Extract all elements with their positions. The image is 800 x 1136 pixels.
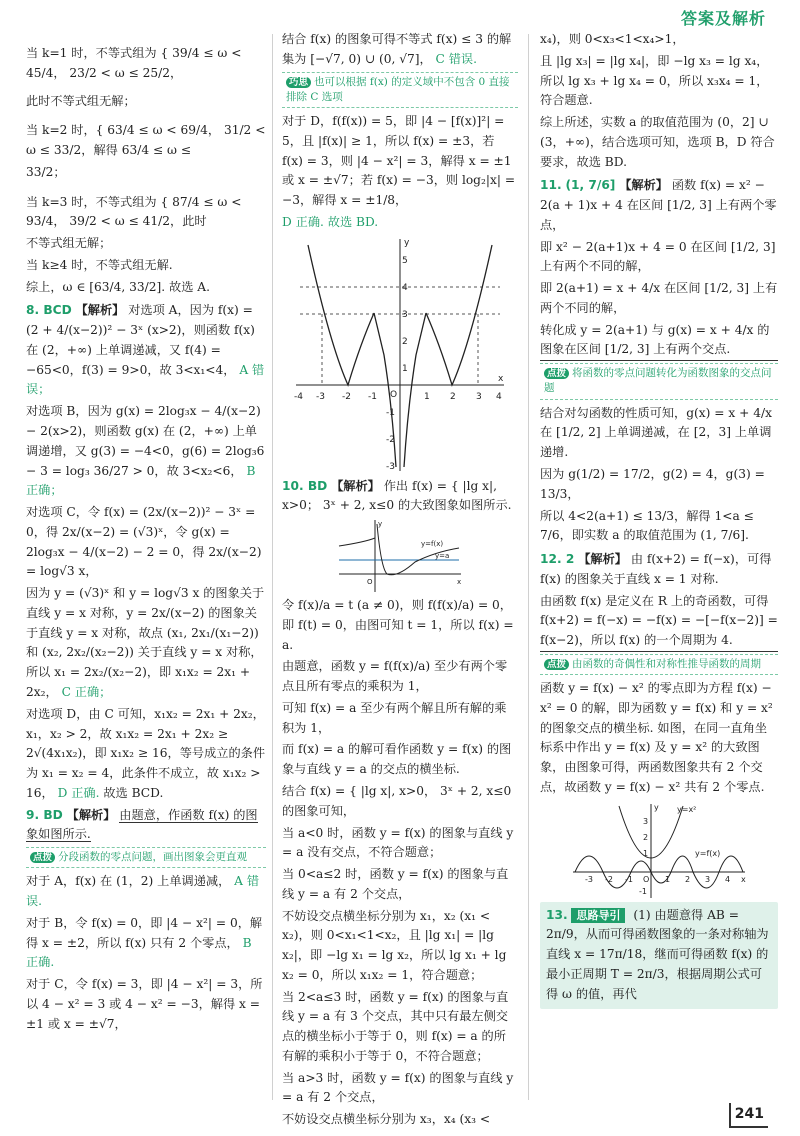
text-line: 由题意，函数 y = f(f(x)/a) 至少有两个零点且所有零点的乘积为 1，: [282, 659, 508, 694]
q8-c: [26, 584, 266, 703]
curve-left: [308, 245, 374, 385]
tick-label: 5: [402, 255, 408, 266]
axis-label: x: [457, 578, 462, 587]
tick-label: 2: [643, 832, 649, 842]
tip-label: 点拨: [30, 852, 55, 863]
tip-note: [282, 72, 518, 108]
tick-label: -3: [316, 391, 325, 402]
question-number: 9. BD: [26, 807, 63, 822]
text-line: 结合 f(x) = { |lg x|, x>0， 3ˣ + 2, x≤0 的图象可知，: [282, 783, 512, 818]
q9-a: [26, 872, 266, 912]
text-line: 由函数 f(x) 是定义在 R 上的奇函数，可得 f(x+2) = f(−x) = −f(x) = −[−f(x−2)] = f(x−2)，所以 f(x) 的一个周期为 4.: [540, 592, 778, 652]
column-3: [540, 30, 778, 1106]
tip-note: [540, 654, 778, 675]
curve-right: [426, 245, 492, 385]
tip-text: 也可以根据 f(x) 的定义域中不包含 0 直接排除 C 选项: [286, 75, 510, 103]
tick-label: -2: [386, 434, 395, 445]
text-line: x₄)，则 0<x₃<1<x₄>1，: [540, 32, 685, 46]
tick-label: 1: [643, 848, 649, 858]
hint-label: 思路导引: [571, 908, 625, 923]
text-line: 结合 f(x) 的图象可得不等式 f(x) ≤ 3 的解集为 [−√7, 0) ∪ (0, √7]，: [282, 32, 512, 66]
analysis-tag: 【解析】: [66, 807, 116, 822]
text-line: 对于 C，令 f(x) = 3，即 |4 − x²| = 3，所以 4 − x² = 3 或 4 − x² = −3，解得 x = ±1 或 x = ±√7，: [26, 977, 263, 1031]
text-line: 此时不等式组无解；: [26, 93, 136, 108]
curve-label: y=f(x): [421, 540, 444, 549]
text-line: 33/2；: [26, 164, 66, 179]
tip-text: 分段函数的零点问题，画出图象会更直观: [58, 851, 248, 864]
text-line: 综上所述，实数 a 的取值范围为 (0，2] ∪ (3，+∞)，结合选项可知，选项 B，D 符合要求，故选 BD.: [540, 115, 775, 169]
text-line: 不妨设交点横坐标分别为 x₃，x₄ (x₃ <: [282, 1112, 491, 1127]
question-number: 13.: [546, 907, 568, 922]
curve-label: y=f(x): [695, 848, 721, 858]
text-line: 因为 y = (√3)ˣ 和 y = log√3 x 的图象关于直线 y = x 对称，y = 2x/(x−2) 的图象关于直线 y = x 对称，故点 (x₁, 2x₁/(x₁−2)) 和 (x₂, 2x₂/(x₂−2)) 关于直线 y = x 对称，所以 x₁ = 2x₂/(x₂−2)，即 x₁x₂ = 2x₁ + 2x₂，: [26, 586, 265, 699]
tip-note: [540, 363, 778, 399]
q12-block: [540, 550, 778, 590]
tick-label: 2: [450, 391, 456, 402]
text-line: 故选 BCD.: [103, 785, 164, 800]
text-line: 由 f(x+2) = f(−x)，可得 f(x) 的图象关于直线 x = 1 对称.: [540, 552, 772, 586]
verdict: D 正确.: [57, 785, 100, 800]
question-number: 12. 2: [540, 552, 575, 567]
curve-exp: [339, 538, 375, 546]
text-line: 作出 f(x) = { |lg x|, x>0； 3ˣ + 2, x≤0 的大致图象如图所示.: [282, 478, 512, 513]
tip-text: 将函数的零点问题转化为函数图象的交点问题: [544, 367, 772, 395]
q8-b: [26, 402, 266, 501]
text-line: 对选项 C，令 f(x) = (2x/(x−2))² − 3ˣ = 0，得 2x/(x−2) = (√3)ˣ，令 g(x) = 2log₃x − 4/(x−2) − 2 = 0，得 2x/(x−2) = log√3 x，: [26, 505, 262, 579]
text-line: 可知 f(x) = a 至少有两个解且所有解的乘积为 1，: [282, 700, 507, 735]
text-line: 由题意，作函数 f(x) 的图象如图所示.: [26, 807, 258, 842]
text-line: 当 k=2 时，{ 63/4 ≤ ω < 69/4， 31/2 < ω ≤ 33/2，解得 63/4 ≤ ω ≤: [26, 123, 266, 158]
q13-box: [540, 902, 778, 1009]
analysis-tag: 【解析】: [619, 178, 668, 193]
text-line: 函数 y = f(x) − x² 的零点即为方程 f(x) − x² = 0 的解，即为函数 y = f(x) 和 y = x² 的图象交点的横坐标. 如图，在同一直角坐标系中作出 y = f(x) 及 y = x² 的大致图象，由图象可得，两函数图象共有 2 个交点，故函数 y = f(x) − x² 共有 2 个零点.: [540, 681, 773, 794]
tick-label: 4: [402, 282, 408, 293]
q11-block: [540, 176, 778, 235]
analysis-tag: 【解析】: [578, 552, 627, 567]
text-line: 即 x² − 2(a+1)x + 4 = 0 在区间 [1/2, 3] 上有两个不同的解，: [540, 239, 776, 274]
tick-label: -3: [386, 461, 395, 472]
axis-label: x: [741, 874, 746, 884]
verdict: A 错误；: [26, 362, 265, 397]
tick-label: 3: [402, 309, 408, 320]
verdict: A 错误.: [26, 874, 260, 909]
q9-cont: [282, 30, 518, 70]
text-line: 因为 g(1/2) = 17/2，g(2) = 4，g(3) = 13/3，: [540, 466, 765, 501]
axis-label: y: [404, 237, 410, 248]
verdict: B 正确.: [26, 935, 252, 970]
text-line: 即 2(a+1) = x + 4/x 在区间 [1/2, 3] 上有两个不同的解，: [540, 281, 778, 315]
tick-label: -1: [368, 391, 377, 402]
tip-label: 点拨: [544, 368, 569, 379]
analysis-tag: 【解析】: [331, 478, 380, 493]
page-number: 241: [729, 1103, 768, 1128]
graph-q10: [335, 518, 465, 594]
tip-label: 巧思: [286, 77, 311, 88]
question-number: 10. BD: [282, 478, 328, 493]
graph-q12: [569, 800, 749, 900]
verdict: D 正确. 故选 BD.: [282, 214, 379, 229]
verdict: B 正确；: [26, 463, 256, 498]
text-line: 对于 D，f(f(x)) = 5，即 |4 − [f(x)]²| = 5，且 |f(x)| ≥ 1，所以 f(x) = ±3，若 f(x) = 3，则 |4 − x²| = 3，解得 x = ±1 或 x = ±√7；若 f(x) = −3，则 log₂|x| = −3，解得 x = ±1/8，: [282, 113, 516, 208]
q10-block: [282, 477, 518, 517]
column-divider: [528, 34, 529, 1100]
verdict: C 错误.: [435, 51, 477, 66]
tick-label: 3: [705, 874, 711, 884]
text-line: 令 f(x)/a = t (a ≠ 0)，则 f(f(x)/a) = 0，即 f(t) = 0，由图可知 t = 1，所以 f(x) = a.: [282, 598, 514, 652]
axis-label: y: [654, 802, 659, 812]
origin-label: O: [367, 578, 373, 587]
text-line: 对选项 B，因为 g(x) = 2log₃x − 4/(x−2) − 2(x>2)，则函数 g(x) 在 (2，+∞) 上单调递增，又 g(3) = −4<0，g(6) = 2log₃6 − 3 = log₃ 36/27 > 0，故 3<x₂<6，: [26, 404, 265, 478]
tick-label: 1: [424, 391, 430, 402]
page-header: 答案及解析: [680, 9, 766, 28]
column-2: [282, 30, 518, 1127]
text-line: 当 k=3 时，不等式组为 { 87/4 ≤ ω < 93/4， 39/2 < ω ≤ 41/2，此时: [26, 194, 242, 229]
text-line: 对于 A，f(x) 在 (1，2) 上单调递减，: [26, 874, 231, 889]
analysis-tag: 【解析】: [75, 303, 125, 318]
text-line: 当 a<0 时，函数 y = f(x) 的图象与直线 y = a 没有交点，不符合题意；: [282, 825, 514, 860]
tip-label: 点拨: [544, 659, 569, 670]
origin-label: O: [390, 389, 398, 400]
text-line: 函数 f(x) = x² − 2(a + 1)x + 4 在区间 [1/2, 3] 上有两个零点，: [540, 178, 777, 232]
text-line: 不妨设交点横坐标分别为 x₁，x₂ (x₁ < x₂)，则 0<x₁<1<x₂，且 |lg x₁| = |lg x₂|，即 −lg x₁ = lg x₂，所以 lg x₁ + lg x₂ = 0，所以 x₁x₂ = 1，符合题意；: [282, 908, 507, 982]
tick-label: 3: [643, 816, 649, 826]
curve-label: y=x²: [677, 804, 697, 814]
tick-label: -2: [342, 391, 351, 402]
tick-label: -4: [294, 391, 303, 402]
text-line: 对选项 D，由 C 可知，x₁x₂ = 2x₁ + 2x₂，x₁，x₂ > 2，故 x₁x₂ = 2x₁ + 2x₂ ≥ 2√(4x₁x₂)，即 x₁x₂ ≥ 16，等号成立的条件为 x₁ = x₂ = 4，此条件不成立，故 x₁x₂ > 16，: [26, 706, 266, 800]
text-line: 综上，ω ∈ [63/4, 33/2]. 故选 A.: [26, 279, 210, 294]
tick-label: 1: [402, 363, 408, 374]
tip-text: 由函数的奇偶性和对称性推导函数的周期: [572, 657, 762, 670]
tick-label: 1: [665, 874, 671, 884]
tick-label: 2: [685, 874, 691, 884]
text-line: 当 k=1 时，不等式组为 { 39/4 ≤ ω < 45/4， 23/2 < ω ≤ 25/2，: [26, 46, 242, 80]
q8-block: [26, 301, 266, 400]
text-line: (1) 由题意得 AB = 2π/9，从而可得函数图象的一条对称轴为直线 x = 17π/18，继而可得函数 f(x) 的最小正周期 T = 2π/3，根据周期公式可得 ω 的值，再代: [546, 907, 769, 1001]
axis-label: x: [498, 373, 504, 384]
text-line: 对选项 A，因为 f(x) = (2 + 4/(x−2))² − 3ˣ (x>2)，则函数 f(x) 在 (2，+∞) 上单调递减，又 f(4) = −65<0，f(3) = 9>0，故 3<x₁<4，: [26, 303, 255, 377]
axis-label: y: [378, 520, 383, 529]
text-line: 且 |lg x₃| = |lg x₄|，即 −lg x₃ = lg x₄，所以 lg x₃ + lg x₄ = 0，所以 x₃x₄ = 1，符合题意.: [540, 53, 769, 108]
text-line: 当 0<a≤2 时，函数 y = f(x) 的图象与直线 y = a 有 2 个交点，: [282, 867, 509, 901]
answer: (1, 7/6]: [565, 178, 616, 193]
text-line: 而 f(x) = a 的解可看作函数 y = f(x) 的图象与直线 y = a 的交点的横坐标.: [282, 742, 512, 777]
tick-label: -1: [625, 874, 633, 884]
tick-label: -3: [585, 874, 593, 884]
tick-label: -1: [639, 886, 647, 896]
q9-b: [26, 914, 266, 973]
q8-d: [26, 705, 266, 804]
line-label: y=a: [435, 552, 450, 561]
origin-label: O: [643, 874, 650, 884]
tick-label: -1: [386, 407, 395, 418]
tick-label: -2: [605, 874, 613, 884]
tick-label: 4: [725, 874, 731, 884]
text-line: 不等式组无解；: [26, 236, 112, 251]
column-divider: [272, 34, 273, 1100]
tip-note: [26, 847, 266, 868]
question-number: 8. BCD: [26, 303, 72, 318]
tick-label: 2: [402, 336, 408, 347]
text-line: 结合对勾函数的性质可知，g(x) = x + 4/x 在 [1/2, 2] 上单调递减，在 [2，3] 上单调递增.: [540, 405, 772, 460]
graph-q9: [290, 235, 510, 475]
text-line: 转化成 y = 2(a+1) 与 g(x) = x + 4/x 的图象在区间 [1/2, 3] 上有两个交点.: [540, 321, 778, 362]
text-line: 所以 4<2(a+1) ≤ 13/3，解得 1<a ≤ 7/6，即实数 a 的取值范围为 (1, 7/6].: [540, 508, 754, 543]
text-line: 当 2<a≤3 时，函数 y = f(x) 的图象与直线 y = a 有 3 个交点，其中只有最左侧交点的横坐标小于等于 0，则 f(x) = a 的所有解的乘积小于等于 0，不符合题意；: [282, 989, 509, 1063]
text-line: 当 a>3 时，函数 y = f(x) 的图象与直线 y = a 有 2 个交点，: [282, 1070, 514, 1105]
tick-label: 4: [496, 391, 502, 402]
verdict: C 正确；: [61, 684, 112, 699]
tick-label: 3: [476, 391, 482, 402]
text-line: 对于 B，令 f(x) = 0，即 |4 − x²| = 0，解得 x = ±2，所以 f(x) 只有 2 个零点，: [26, 915, 263, 950]
column-1: [26, 30, 266, 1106]
text-line: 当 k≥4 时，不等式组无解.: [26, 257, 173, 272]
q9-block: [26, 806, 266, 846]
curve-log: [377, 524, 459, 575]
question-number: 11.: [540, 178, 562, 193]
